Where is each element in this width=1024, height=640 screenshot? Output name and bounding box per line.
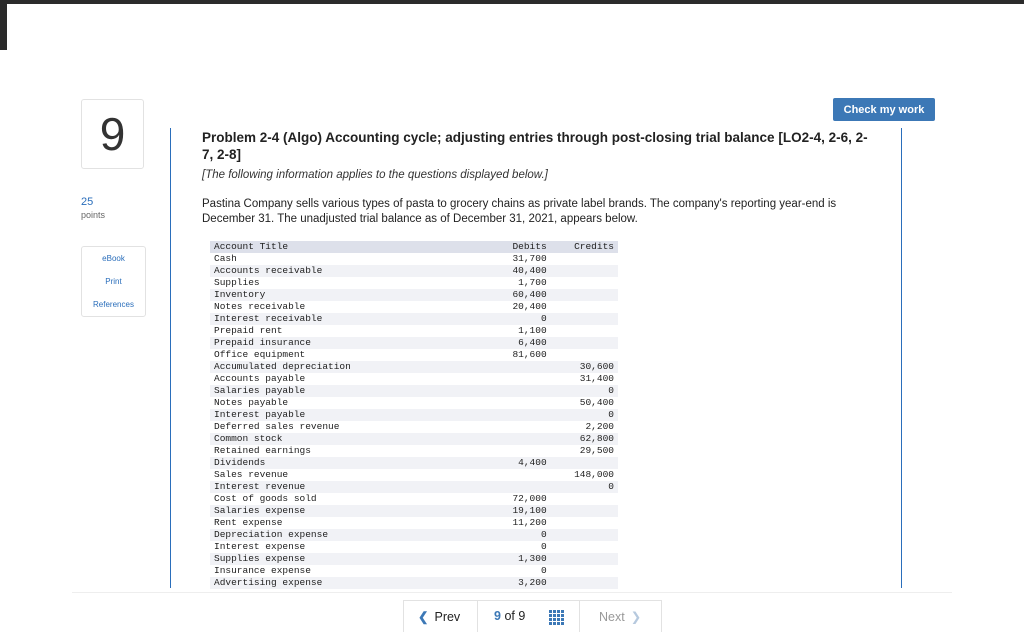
account-title-cell: Notes receivable [214, 301, 306, 312]
table-row [210, 301, 618, 313]
account-title-cell: Accounts receivable [210, 265, 484, 277]
account-title-cell: Depreciation expense [210, 529, 484, 541]
table-row [210, 289, 618, 301]
table-row [210, 481, 618, 493]
debit-cell [484, 397, 551, 409]
account-title-cell: Rent expense [214, 517, 283, 528]
table-row [210, 409, 618, 421]
header-debits: Debits [484, 241, 551, 253]
debit-cell: 72,000 [512, 493, 547, 504]
table-row [210, 265, 618, 277]
debit-cell: 4,400 [484, 457, 551, 469]
chevron-right-icon: ❯ [630, 610, 642, 624]
account-title-cell: Cash [214, 253, 237, 264]
table-row [210, 517, 618, 529]
account-title-cell: Supplies expense [210, 553, 484, 565]
grid-icon[interactable] [549, 610, 563, 624]
credit-cell [551, 457, 618, 469]
header-credits: Credits [551, 241, 618, 253]
prev-button[interactable] [418, 609, 460, 624]
debit-cell: 0 [484, 529, 551, 541]
account-title-cell: Interest receivable [210, 313, 484, 325]
credit-cell [551, 325, 618, 337]
debit-cell: 1,300 [484, 553, 551, 565]
content-border-right [901, 128, 902, 588]
table-row [210, 349, 618, 361]
table-row [210, 433, 618, 445]
credit-cell: 0 [551, 409, 618, 421]
credit-cell [551, 565, 618, 577]
next-button[interactable] [599, 609, 641, 624]
problem-title: Problem 2-4 (Algo) Accounting cycle; adjusting entries through post-closing trial balance [LO2-4, 2-6, 2-7, 2-8] [202, 130, 868, 162]
table-row [210, 445, 618, 457]
pagination-divider [579, 600, 580, 632]
account-title-cell: Salaries payable [210, 385, 484, 397]
debit-cell: 1,100 [518, 325, 547, 336]
debit-cell [484, 385, 551, 397]
question-number: 9 [81, 99, 144, 169]
account-title-cell: Advertising expense [210, 577, 484, 589]
table-row [210, 469, 618, 481]
debit-cell [484, 373, 551, 385]
debit-cell [484, 409, 551, 421]
debit-cell: 19,100 [484, 505, 551, 517]
problem-intro: [The following information applies to the questions displayed below.] [202, 169, 548, 181]
credit-cell [551, 529, 618, 541]
table-row [210, 577, 618, 589]
credit-cell [551, 553, 618, 565]
total-pages: 9 [518, 609, 526, 623]
account-title-cell: Sales revenue [214, 469, 289, 480]
credit-cell: 0 [551, 385, 618, 397]
check-my-work-button[interactable]: Check my work [833, 98, 935, 121]
account-title-cell: Office equipment [214, 349, 306, 360]
table-row [210, 397, 618, 409]
debit-cell [484, 421, 551, 433]
credit-cell: 0 [551, 481, 618, 493]
account-title-cell: Salaries expense [210, 505, 484, 517]
table-row [210, 541, 618, 553]
table-row [210, 373, 618, 385]
header-account-title: Account Title [210, 241, 484, 253]
header-area [7, 4, 1024, 90]
debit-cell: 0 [484, 313, 551, 325]
credit-cell: 31,400 [579, 373, 614, 384]
debit-cell: 40,400 [484, 265, 551, 277]
page-indicator [494, 609, 525, 623]
credit-cell [551, 349, 618, 361]
credit-cell [551, 517, 618, 529]
footer-separator [72, 592, 952, 593]
account-title-cell: Retained earnings [214, 445, 311, 456]
table-row [210, 253, 618, 265]
credit-cell [551, 301, 618, 313]
trial-balance-body [210, 253, 618, 589]
account-title-cell: Deferred sales revenue [214, 421, 340, 432]
table-row [210, 565, 618, 577]
table-row [210, 457, 618, 469]
credit-cell: 29,500 [579, 445, 614, 456]
table-row [210, 493, 618, 505]
prev-label: Prev [434, 610, 461, 624]
debit-cell: 60,400 [484, 289, 551, 301]
account-title-cell: Common stock [210, 433, 484, 445]
trial-balance-table [210, 241, 618, 589]
credit-cell: 30,600 [551, 361, 618, 373]
problem-description: Pastina Company sells various types of pasta to grocery chains as private label brands. The company's reporting year-end is December 31. The unadjusted trial balance as of December 31, 2021, appears below. [202, 198, 837, 225]
credit-cell [551, 265, 618, 277]
current-page: 9 [494, 609, 501, 623]
table-row [210, 529, 618, 541]
table-row [210, 313, 618, 325]
page-of: of [504, 609, 515, 623]
debit-cell: 11,200 [512, 517, 547, 528]
debit-cell [484, 481, 551, 493]
debit-cell: 3,200 [484, 577, 551, 589]
references-link[interactable]: References [93, 300, 134, 309]
debit-cell: 20,400 [512, 301, 547, 312]
table-row [210, 553, 618, 565]
debit-cell [484, 445, 551, 457]
credit-cell [551, 313, 618, 325]
credit-cell: 50,400 [579, 397, 614, 408]
table-row [210, 325, 618, 337]
debit-cell: 1,700 [518, 277, 547, 288]
table-row [210, 385, 618, 397]
resource-links-panel [81, 246, 146, 317]
account-title-cell: Accounts payable [214, 373, 306, 384]
account-title-cell: Inventory [210, 289, 484, 301]
debit-cell [484, 469, 551, 481]
credit-cell: 62,800 [551, 433, 618, 445]
table-row [210, 361, 618, 373]
credit-cell [551, 289, 618, 301]
chevron-left-icon: ❮ [418, 610, 429, 624]
account-title-cell: Interest payable [210, 409, 484, 421]
account-title-cell: Interest expense [214, 541, 306, 552]
credit-cell [551, 577, 618, 589]
account-title-cell: Dividends [210, 457, 484, 469]
credit-cell [551, 337, 618, 349]
debit-cell: 0 [540, 541, 547, 552]
credit-cell [551, 493, 618, 505]
table-header-row [210, 241, 618, 253]
debit-cell: 31,700 [512, 253, 547, 264]
table-row [210, 337, 618, 349]
account-title-cell: Cost of goods sold [214, 493, 317, 504]
debit-cell: 0 [540, 565, 547, 576]
top-bar-corner [0, 4, 7, 50]
next-label: Next [599, 610, 625, 624]
table-row [210, 277, 618, 289]
print-link[interactable]: Print [105, 277, 122, 286]
debit-cell [484, 361, 551, 373]
credit-cell [551, 541, 618, 553]
account-title-cell: Accumulated depreciation [210, 361, 484, 373]
points-label: points [81, 210, 106, 220]
content-border-left [170, 128, 171, 588]
credit-cell [551, 505, 618, 517]
table-row [210, 505, 618, 517]
ebook-link[interactable]: eBook [102, 254, 125, 263]
table-row [210, 421, 618, 433]
credit-cell: 2,200 [585, 421, 614, 432]
credit-cell: 148,000 [574, 469, 614, 480]
pagination-divider [477, 600, 478, 632]
debit-cell: 6,400 [484, 337, 551, 349]
account-title-cell: Insurance expense [214, 565, 311, 576]
credit-cell [551, 277, 618, 289]
account-title-cell: Prepaid insurance [210, 337, 484, 349]
debit-cell: 81,600 [512, 349, 547, 360]
credit-cell [551, 253, 618, 265]
account-title-cell: Interest revenue [210, 481, 484, 493]
account-title-cell: Notes payable [214, 397, 289, 408]
debit-cell [484, 433, 551, 445]
account-title-cell: Supplies [214, 277, 260, 288]
account-title-cell: Prepaid rent [214, 325, 283, 336]
points-value: 25 [81, 196, 94, 208]
